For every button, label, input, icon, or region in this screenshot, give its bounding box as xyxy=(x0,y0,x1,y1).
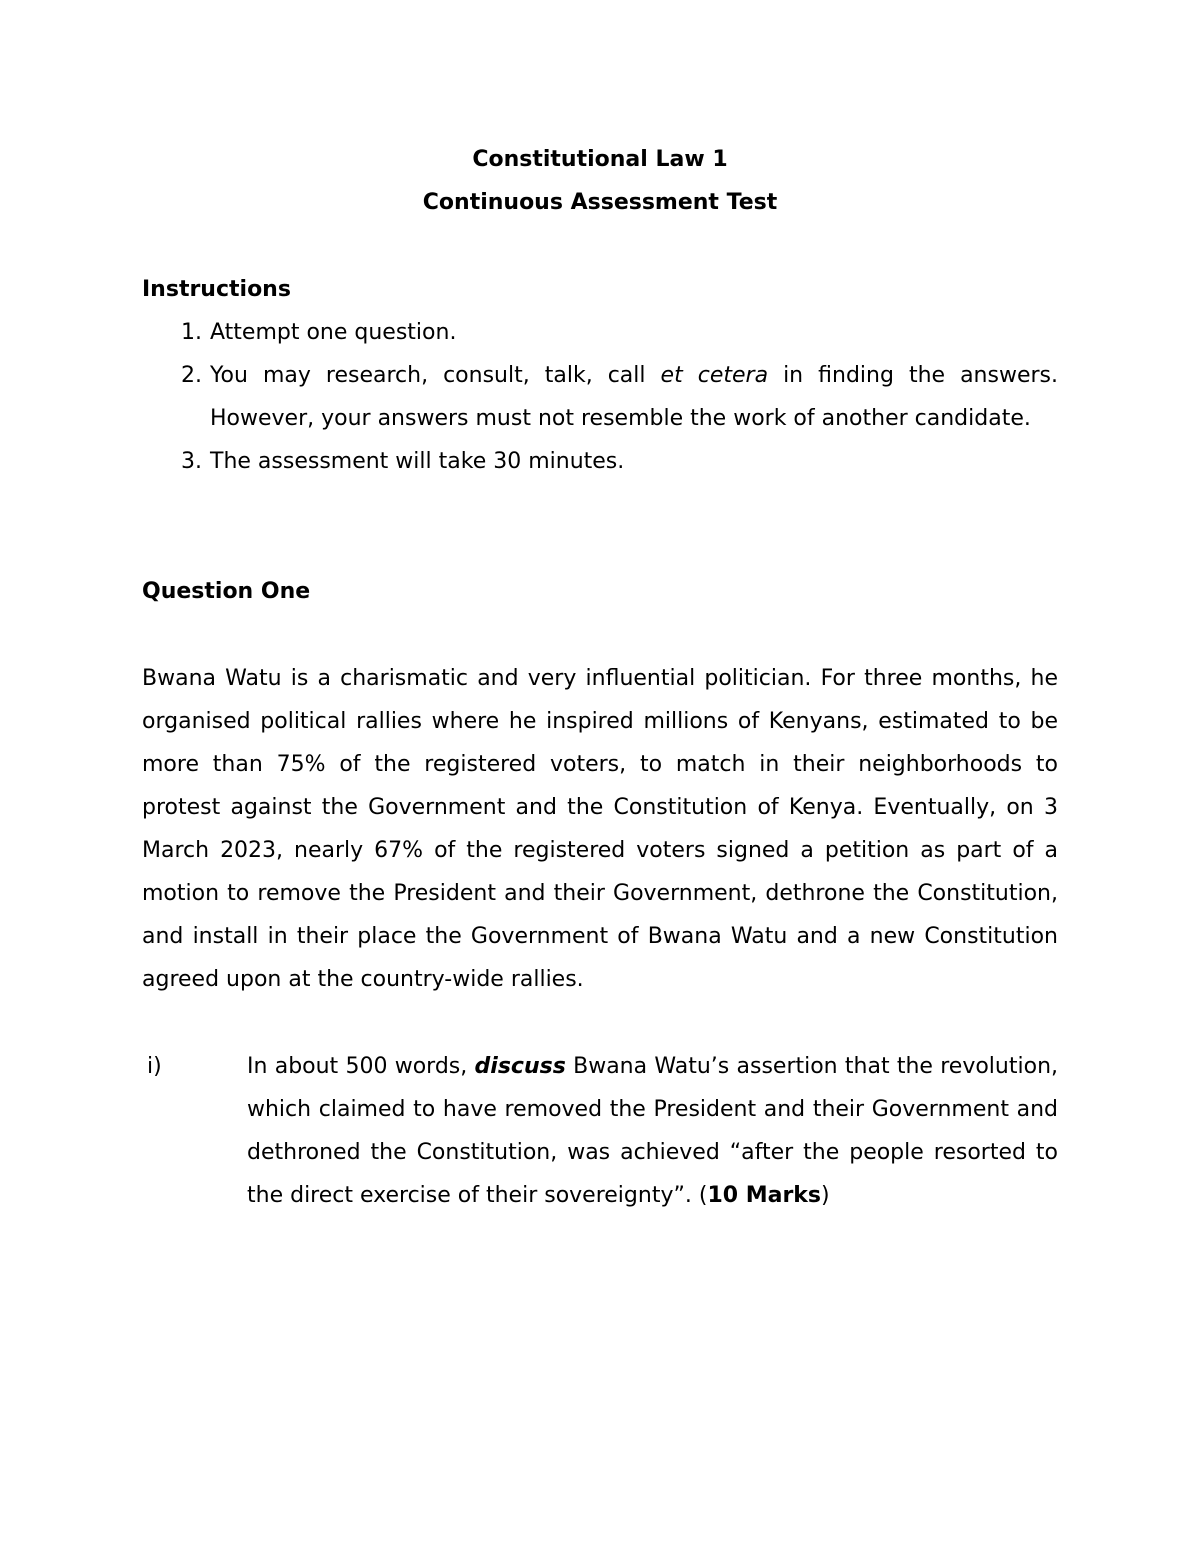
sub-question-marks: 10 Marks xyxy=(707,1183,822,1208)
instructions-heading: Instructions xyxy=(142,277,291,302)
instruction-text: You may research, consult, talk, call et cetera in finding the answers. However, your answers must not resemble the work of another candidate. xyxy=(210,363,1058,431)
instruction-item xyxy=(142,311,1058,354)
instruction-item xyxy=(142,354,1058,440)
instructions-list xyxy=(142,311,1058,483)
instruction-number: 1. xyxy=(181,320,202,345)
sub-question-number: i) xyxy=(147,1054,162,1079)
instruction-number: 2. xyxy=(181,363,202,388)
document-content xyxy=(142,138,1058,1217)
test-title: Continuous Assessment Test xyxy=(422,190,778,215)
course-title: Constitutional Law 1 xyxy=(472,147,728,172)
instruction-item xyxy=(142,440,1058,483)
sub-question xyxy=(142,1045,1058,1217)
sub-question-text: In about 500 words, discuss Bwana Watu’s assertion that the revolution, which claimed to have removed the President and their Government and dethroned the Constitution, was achieved “after the people resorted to the direct exercise of their sovereignty”. (10 Marks) xyxy=(247,1054,1059,1208)
instruction-italic-text: et cetera xyxy=(660,363,769,388)
instruction-text: The assessment will take 30 minutes. xyxy=(210,449,625,474)
instruction-number: 3. xyxy=(181,449,202,474)
sub-question-emphasis: discuss xyxy=(474,1054,566,1079)
instruction-text: Attempt one question. xyxy=(210,320,457,345)
question-one-heading: Question One xyxy=(142,579,311,604)
question-one-paragraph: Bwana Watu is a charismatic and very influential politician. For three months, he organised political rallies where he inspired millions of Kenyans, estimated to be more than 75% of the registered voters, to match in their neighborhoods to protest against the Government and the Constitution of Kenya. Eventually, on 3 March 2023, nearly 67% of the registered voters signed a petition as part of a motion to remove the President and their Government, dethrone the Constitution, and install in their place the Government of Bwana Watu and a new Constitution agreed upon at the country-wide rallies. xyxy=(142,666,1058,992)
